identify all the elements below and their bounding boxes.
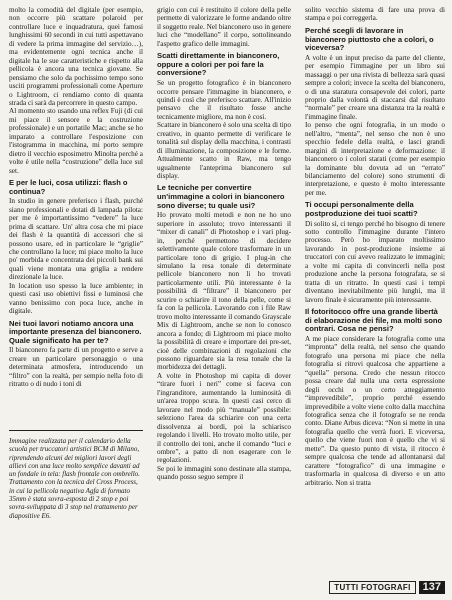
paragraph: In location uso spesso la luce ambiente; in questi casi uso obiettivi fissi e luminosi che vanno benissimo con poca luce, anche in digitale.: [9, 281, 143, 316]
magazine-name: TUTTI FOTOGRAFI: [329, 581, 415, 594]
page-number: 137: [419, 581, 445, 594]
paragraph: molto la comodità del digitale (per esempio, non occorre più scattare polaroid per controllare luce e inquadratura, quei famosi lunghissimi 60 secondi in cui tutti aspettavano di vedere la prima immagine del servizio…), ma evidentemente ogni tecnica anche il digitale ha le sue caratteristiche e rispetto alla pellicola è ancora una tecnica giovane. Se pensiamo che solo da pochissimo tempo sono usciti programmi professionali come Aperture o Lightroom, ci rendiamo conto di quanta strada ci sarà da percorrere in questo campo.: [9, 6, 143, 107]
paragraph: A me piace considerare la fotografia come una “impronta” della realtà, nel senso che quando fotografo una persona mi piace che nella fotografia si ritrovi qualcosa che appartiene a “quella” persona. Credo che nessun ritocco possa creare dal nulla una certa espressione degli occhi o un certo atteggiamento “imprevedibile”, proprio perché essendo imprevedibile a volte viene colto dalla macchina fotografica senza che il fotografo se ne renda conto. Diane Arbus diceva: “Non si mette in una fotografia quello che verrà fuori. E viceversa, quello che viene fuori non è quello che vi si mette”. Da questo punto di vista, il ritocco è sempre qualcosa che tende ad allontanarsi dal carattere “fotografico” di una immagine e trasformarla in qualcosa di diverso e un atto arbitrario. Non si tratta: [305, 334, 445, 487]
question-heading: Le tecniche per convertire un'immagine a colori in bianconero sono diverse; tu quale usi?: [157, 183, 285, 210]
paragraph: Se un progetto fotografico è in bianconero occorre pensare l'immagine in bianconero, e quindi è così che preferisco scattare. All'inizio pensavo che il risultato fosse anche tecnicamente migliore, ma non è così.: [157, 79, 291, 121]
page-footer: [329, 581, 445, 594]
paragraph: In studio in genere preferisco i flash, purché siano professionali e dotati di lampada pilota: per me è importantissimo “vedere” la luce prima di scattare. Un' altra cosa che mi piace dei flash è la quantità di accessori che si possono usare, ed in particolare le “griglie” che controllano la luce; mi piace molto la luce po' morbida e concentrata dei piccoli bank sui quali viene montata una griglia a rendere direzionale la luce.: [9, 197, 143, 282]
paragraph: Io penso che ogni fotografia, in un modo o nell'altro, “menta”, nel senso che non è uno specchio fedele della realtà, e lasci grandi margini di interpretazione e deformazione: il bianconero o i colori starati (come per esempio la dominante blu dovuta ad un “errato” bilanciamento del colore) sono strumenti di interpretazione, e questo è molto interessante per me.: [305, 121, 445, 197]
paragraph: A volte è un input preciso da parte del cliente, per esempio l'immagine per un libro sui massaggi o per una rivista di bellezza sarà quasi sempre a colori; invece la scelta del bianconero, o di una staratura consapevole dei colori, parte proprio dalla volontà di staccarsi dal risultato “normale” per creare una distanza tra la realtà e l'immagine finale.: [305, 53, 445, 121]
question-heading: Scatti direttamente in bianconero, oppure a colori per poi fare la conversione?: [157, 51, 280, 78]
paragraph: Al momento sto usando una reflex Fuji (di cui mi piace il sensore e la costruzione professionale) e un portatile Mac; anche se ho imparato a controllare l'esposizione con l'istogramma in macchina, mi porto sempre dietro il vecchio esposimetro Minolta perché a volte è utile nella “costruzione” della luce sul set.: [9, 107, 143, 175]
question-heading: Nei tuoi lavori notiamo ancora una importante presenza del bianconero. Quale significato ha per te?: [9, 318, 142, 345]
paragraph: solito vecchio sistema di fare una prova di stampa e poi correggerla.: [305, 6, 445, 23]
question-heading: E per le luci, cosa utilizzi: flash o continua?: [9, 178, 128, 196]
text-column-1: [9, 6, 143, 389]
paragraph: Il bianconero fa parte di un progetto e serve a creare un particolare personaggio o una determinata atmosfera, introducendo un “filtro” con la realtà, per sempio nella foto di ritratto o di nudo i toni di: [9, 346, 143, 389]
paragraph: Scattare in bianconero è solo una scelta di tipo creativo, in quanto permette di verificare le tonalità sul display della macchina, i contrasti di illuminazione, la composizione e le forme. Attualmente scatto in Raw, ma tengo ugualmente l'anteprima bianconero sul display.: [157, 121, 291, 181]
text-column-2: [157, 6, 291, 482]
question-heading: Ti occupi personalmente della postproduzione dei tuoi scatti?: [305, 200, 418, 218]
paragraph: grigio con cui è restituito il colore della pelle permette di valorizzare le forme andando oltre il soggetto reale. Nel bianconero uso in genere luci che “modellano” il corpo, sottolineando l'aspetto grafico delle immagini.: [157, 6, 291, 48]
paragraph: A volte in Photoshop mi capita di dover “tirare fuori i neri” come si faceva con l'ingranditore, aumentando la luminosità di un'area troppo scura. In questi casi cerco di lavorare nel modo più “manuale” possibile: seleziono l'area da schiarire con una certa dissolvenza ai bordi, poi la schiarisco regolando i livelli. Ho trovato molto utile, per il controllo dei toni, anche il comando “luci e ombre”, a patto di non esagerare con le regolazioni.: [157, 371, 291, 465]
image-caption: Immagine realizzata per il calendario della scuola per truccatori artistici BCM di Milano, riprendendo alcuni dei migliori lavori degli allievi con una luce molto semplice davanti ad un fondale in tela: flash frontale con ombrello. Trattamento con la tecnica del Cross Process, in cui la pellicola negativa Agfa di formato 35mm è stata sovra-esposta di 2 stop e poi sovra-sviluppata di 3 stop nel trattamento per diapositive E6.: [9, 430, 143, 520]
question-heading: Perché scegli di lavorare in bianconero piuttosto che a colori, o viceversa?: [305, 25, 434, 53]
paragraph: Se poi le immagini sono destinate alla stampa, quando posso seguo sempre il: [157, 464, 291, 482]
paragraph: Ho provato molti metodi e non ne ho uno superiore in assoluto; trovo interessanti il “mixer di canali” di Photoshop e i vari plug-in, perché permettono di decidere selettivamente quale colore trasformare in un particolare tono di grigio. I plug-in che simulano la resa tonale di determinate pellicole bianconero non li ho trovati particolarmente utili. Più interessante è la possibilità di “filtrare” il bianconero per scurire o schiarire il tono della pelle, come si fa con la pellicola. Lavorando con i file Raw trovo molto interessante il comando Grayscale Mix di Lightroom, anche se non lo conosco ancora a fondo; di Lightroom mi piace molto la possibilità di creare e importare dei pre-set, cioè delle combinazioni di regolazioni che possono riguardare sia la resa tonale che la morbidezza dei dettagli.: [157, 211, 291, 372]
paragraph: Di solito sì, ci tengo perché ho bisogno di tenere sotto controllo l'immagine durante l'intero processo. Però ho imparato moltissimo lavorando in post-produzione insieme ai truccatori con cui avevo realizzato le immagini; a volte mi capita di convincerli nella post produzione anche la persona fotografata, se si tratta di un ritratto. In questi casi i tempi diventano inevitabilmente più lunghi, ma il lavoro finale è sicuramente più interessante.: [305, 219, 445, 304]
text-column-3: [305, 6, 445, 487]
question-heading: Il fotoritocco offre una grande libertà di elaborazione dei file, ma molti sono contrari. Cosa ne pensi?: [305, 307, 443, 334]
